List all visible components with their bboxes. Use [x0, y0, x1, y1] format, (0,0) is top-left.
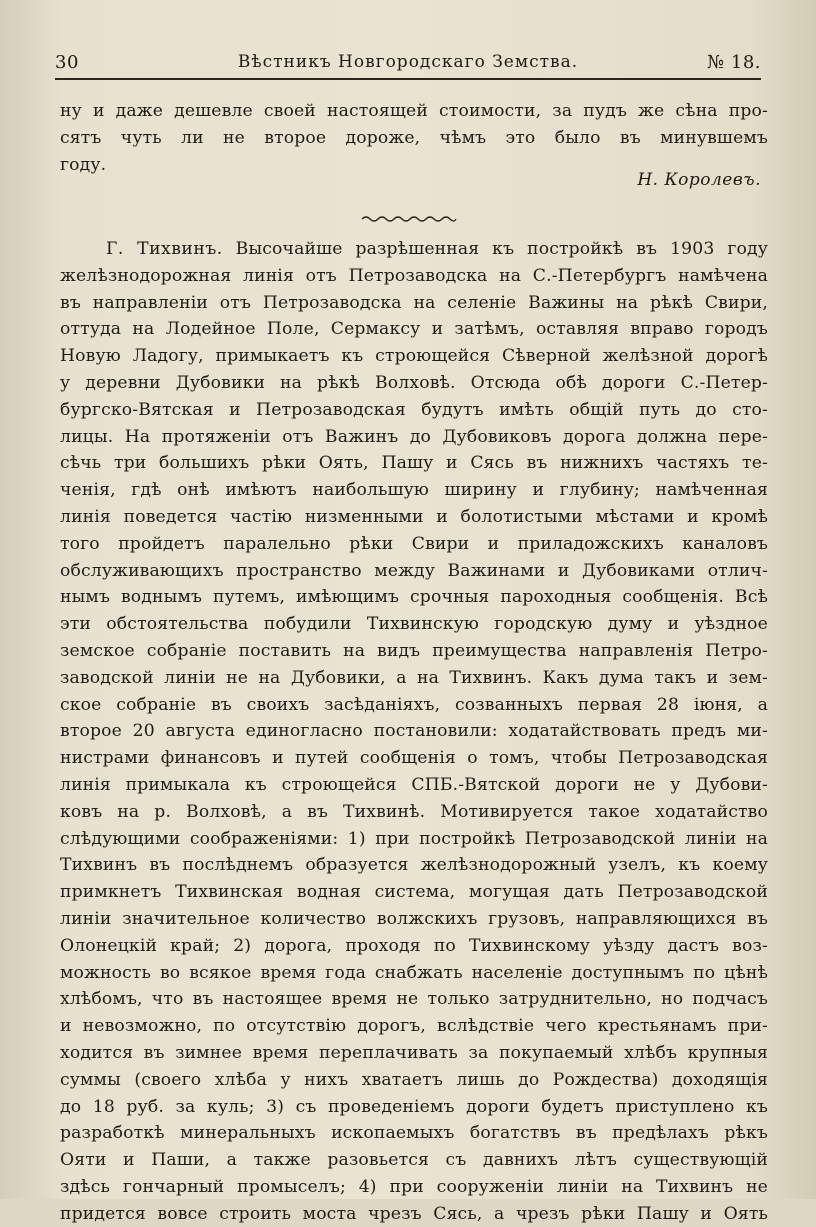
text-line: можность во всякое время года снабжать населеніе доступнымъ по цѣнѣ [60, 962, 768, 983]
text-line: сятъ чуть ли не второе дороже, чѣмъ это было въ минувшемъ [60, 127, 768, 148]
text-line: второе 20 августа единогласно постановили: ходатайствовать предъ ми- [60, 721, 768, 742]
section-divider-ornament [360, 213, 458, 225]
text-line: линія примыкала къ строющейся СПБ.-Вятской дороги не у Дубови- [60, 774, 768, 795]
running-header [55, 44, 761, 80]
text-line: придется вовсе строить моста чрезъ Сясь, а чрезъ рѣки Пашу и Оять [60, 1203, 768, 1224]
text-line: того пройдетъ паралельно рѣки Свири и приладожскихъ каналовъ [60, 533, 768, 554]
text-line: заводской линіи не на Дубовики, а на Тихвинъ. Какъ дума такъ и зем- [60, 667, 768, 688]
text-line: у деревни Дубовики на рѣкѣ Волховѣ. Отсюда обѣ дороги С.-Петер- [60, 372, 768, 393]
text-line: Ояти и Паши, а также разовьется съ давнихъ лѣтъ существующій [60, 1150, 768, 1171]
issue-number: № 18. [707, 51, 761, 73]
text-line: здѣсь гончарный промыселъ; 4) при сооруженіи линіи на Тихвинъ не [60, 1176, 768, 1197]
text-line: желѣзнодорожная линія отъ Петрозаводска на С.-Петербургъ намѣчена [60, 265, 768, 286]
text-line: и невозможно, по отсутствію дорогъ, вслѣдствіе чего крестьянамъ при- [60, 1016, 768, 1037]
text-line: ское собраніе въ своихъ засѣданіяхъ, созванныхъ первая 28 іюня, а [60, 694, 768, 715]
journal-title: Вѣстникъ Новгородскаго Земства. [237, 52, 579, 72]
text-line [60, 236, 768, 263]
text-line: ковъ на р. Волховѣ, а въ Тихвинѣ. Мотивируется такое ходатайство [60, 801, 768, 822]
text-line: году. [60, 154, 107, 175]
text-line: суммы (своего хлѣба у нихъ хватаетъ лишь до Рождества) доходящія [60, 1069, 768, 1090]
text-line: Новую Ладогу, примыкаетъ къ строющейся Сѣверной желѣзной дорогѣ [60, 346, 768, 367]
text-line: слѣдующими соображеніями: 1) при постройкѣ Петрозаводской линіи на [60, 828, 768, 849]
text-line: линіи значительное количество волжскихъ грузовъ, направляющихся въ [60, 908, 768, 929]
text-line: сѣчь три большихъ рѣки Оять, Пашу и Сясь въ нижнихъ частяхъ те- [60, 453, 768, 474]
text-line: лицы. На протяженіи отъ Важинъ до Дубовиковъ дорога должна пере- [60, 426, 768, 447]
text-line: ходится въ зимнее время переплачивать за покупаемый хлѣбъ крупныя [60, 1042, 768, 1063]
text-line: нистрами финансовъ и путей сообщенія о томъ, чтобы Петрозаводская [60, 748, 768, 769]
text-line: земское собраніе поставить на видъ преимущества направленія Петро- [60, 640, 768, 661]
text-line: бургско-Вятская и Петрозаводская будутъ имѣть общій путь до сто- [60, 399, 768, 420]
text-line: въ направленіи отъ Петрозаводска на селеніе Важины на рѣкѣ Свири, [60, 292, 768, 313]
text-line: линія поведется частію низменными и болотистыми мѣстами и кромѣ [60, 506, 768, 527]
article-heading: Г. Тихвинъ. [106, 239, 223, 259]
text-line: хлѣбомъ, что въ настоящее время не только затруднительно, но подчасъ [60, 989, 768, 1010]
article-paragraph [60, 236, 768, 1227]
text-line: нымъ воднымъ путемъ, имѣющимъ срочныя пароходныя сообщенія. Всѣ [60, 587, 768, 608]
text-line: ну и даже дешевле своей настоящей стоимости, за пудъ же сѣна про- [60, 101, 768, 121]
text-line: Олонецкій край; 2) дорога, проходя по Тихвинскому уѣзду дастъ воз- [60, 935, 768, 956]
header-rule [55, 78, 761, 80]
text-line: оттуда на Лодейное Поле, Сермаксу и затѣмъ, оставляя вправо городъ [60, 319, 768, 340]
intro-paragraph [60, 98, 768, 178]
text-line: примкнетъ Тихвинская водная система, могущая дать Петрозаводской [60, 882, 768, 903]
page-number: 30 [55, 51, 79, 73]
text-line: Тихвинъ въ послѣднемъ образуется желѣзнодорожный узелъ, къ коему [60, 855, 768, 876]
text-line: эти обстоятельства побудили Тихвинскую городскую думу и уѣздное [60, 614, 768, 635]
text-line: ченія, гдѣ онѣ имѣютъ наибольшую ширину и глубину; намѣченная [60, 480, 768, 501]
text-line: разработкѣ минеральныхъ ископаемыхъ богатствъ въ предѣлахъ рѣкъ [60, 1123, 768, 1144]
text-line: обслуживающихъ пространство между Важинами и Дубовиками отлич- [60, 560, 768, 581]
text-line: до 18 руб. за куль; 3) съ проведеніемъ дороги будетъ приступлено къ [60, 1096, 768, 1117]
text-line-content: Высочайше разрѣшенная къ постройкѣ въ 1903 году [235, 239, 768, 259]
author-signature: Н. Королевъ. [637, 170, 761, 190]
